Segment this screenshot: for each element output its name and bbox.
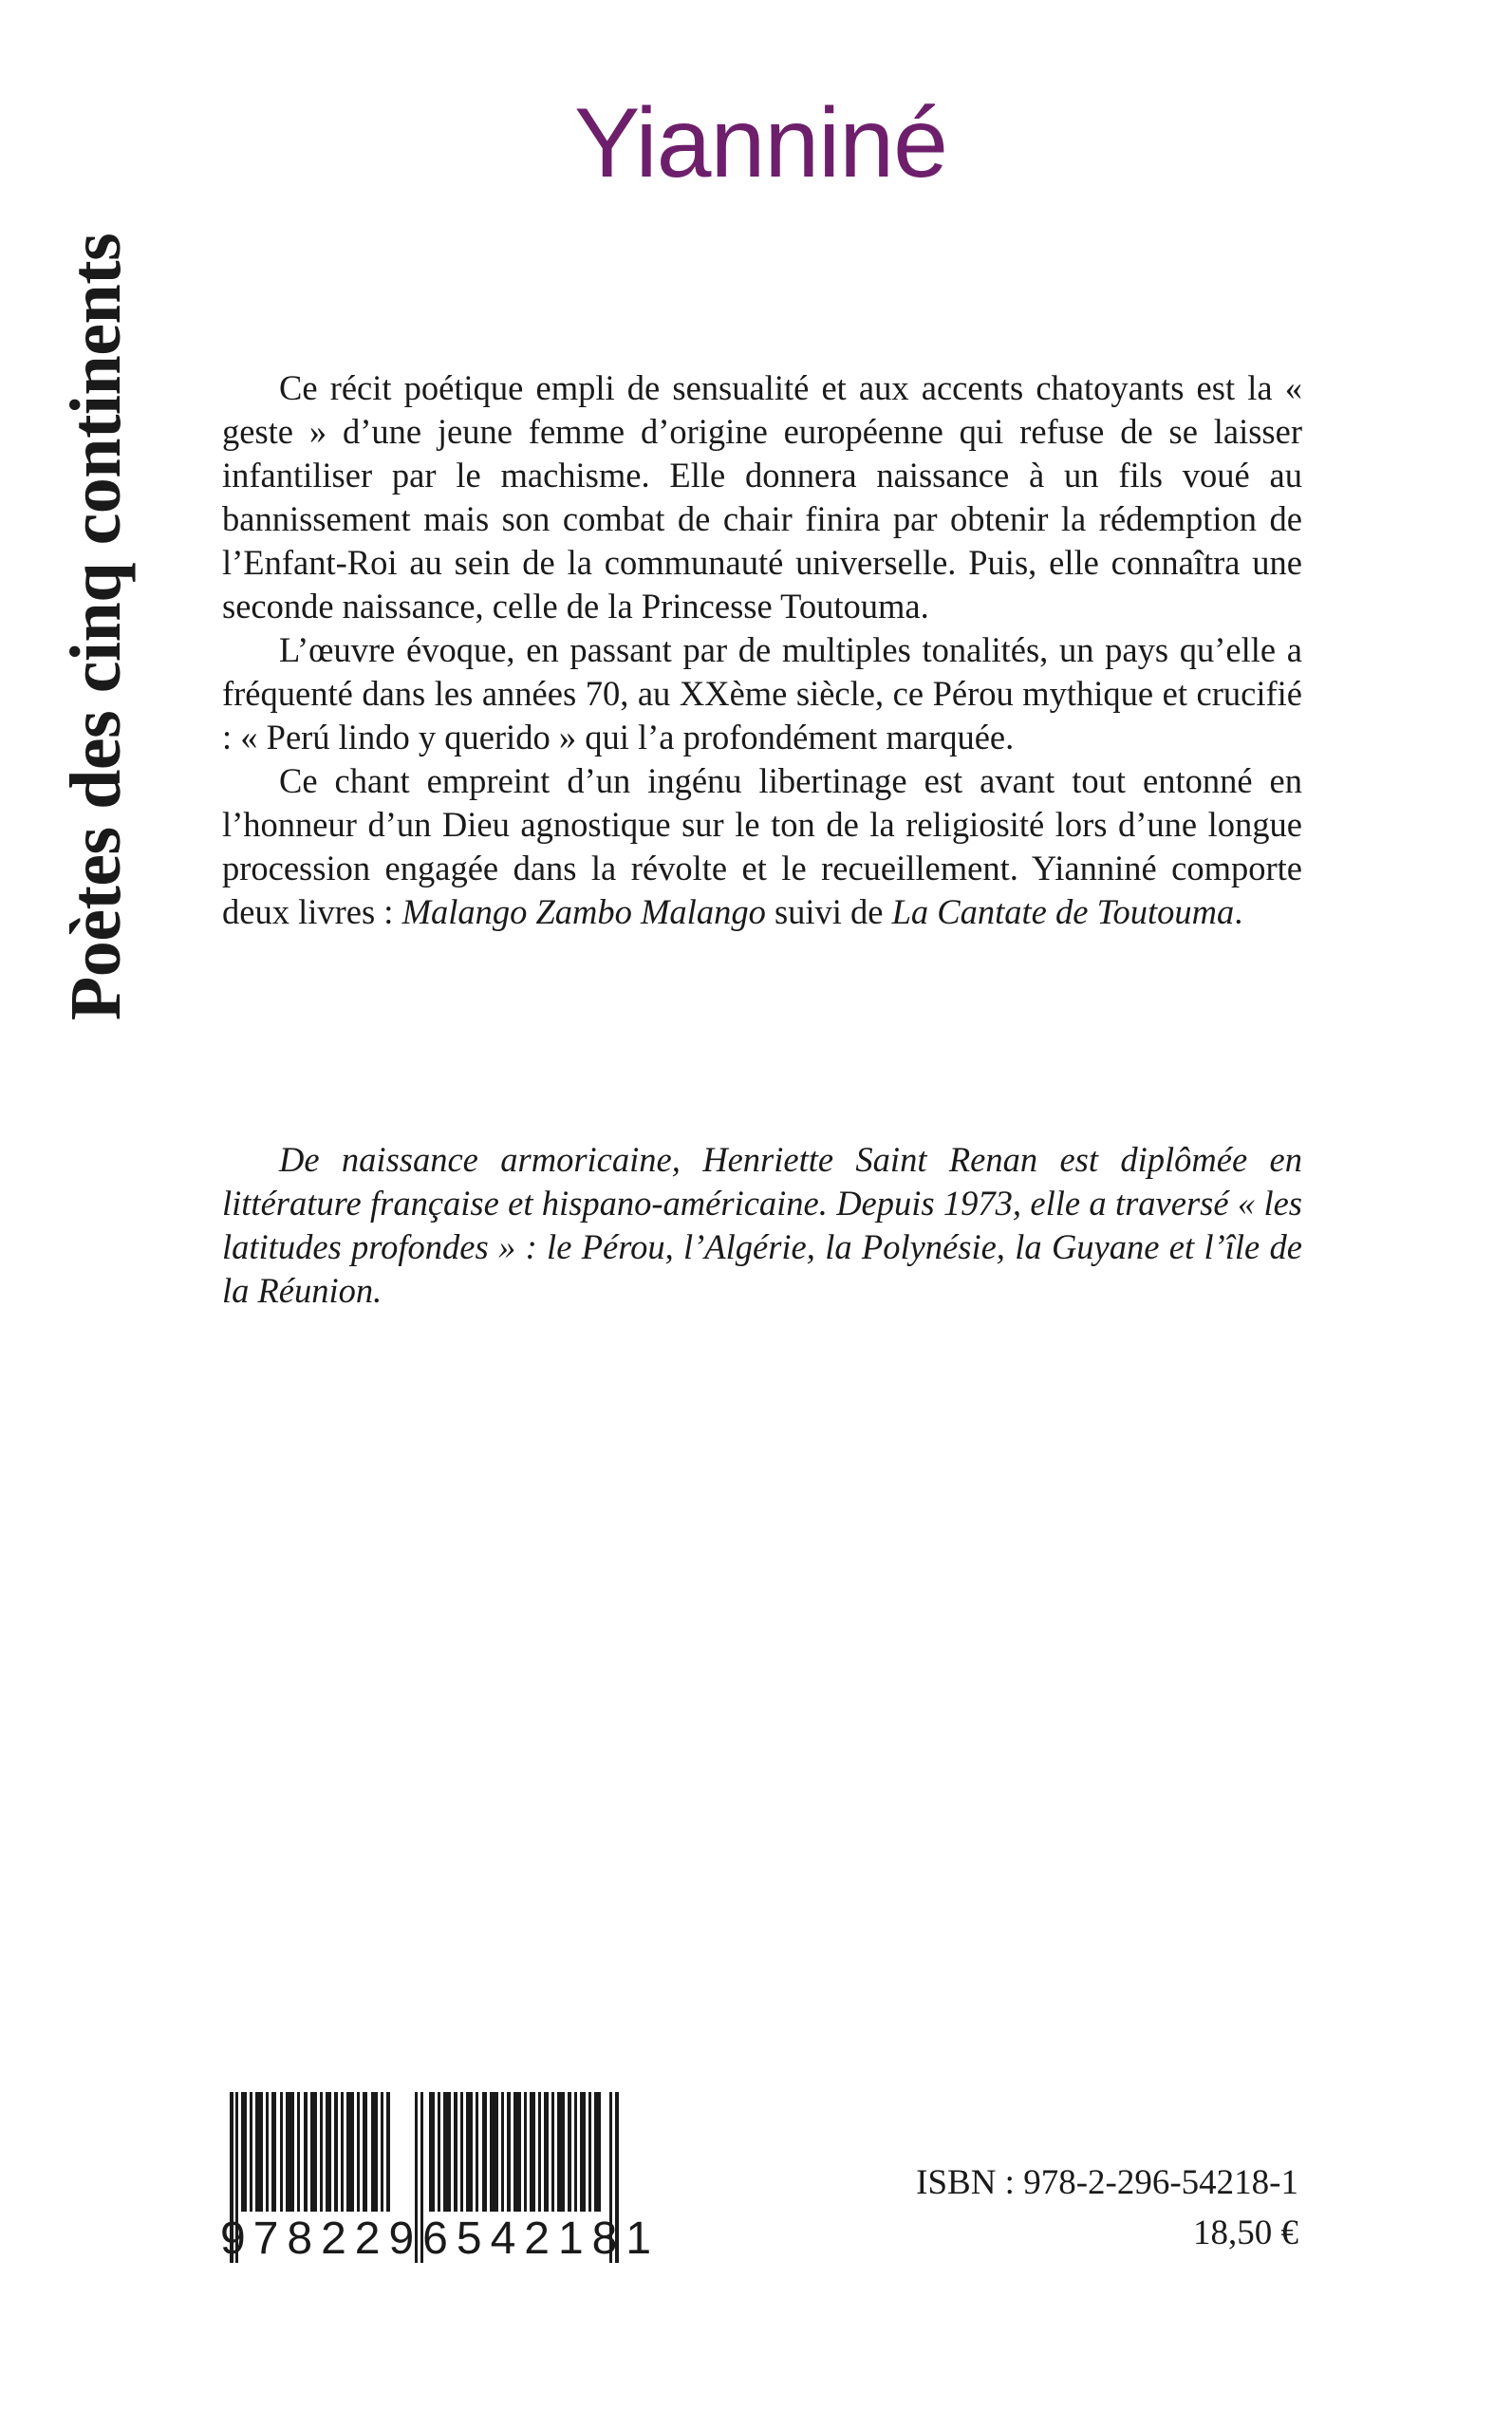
barcode-bar — [255, 2092, 263, 2212]
summary-paragraph: L’œuvre évoque, en passant par de multiples tonalités, un pays qu’elle a fréquenté dans les années 70, au XXème siècle, ce Pérou mythique et crucifié : « Perú lindo y querido » qui l’a profondément marquée. — [222, 630, 1302, 757]
barcode-bar — [482, 2092, 487, 2212]
book-one-title: Malango Zambo Malango — [401, 892, 766, 931]
summary-text-segment: Ce chant empreint d’un ingénu libertinage est avant tout entonné en l’honneur d’un Dieu agnostique sur le ton de la religiosité lors d’une longue procession engagée dans la révolte et le recueillement. Yianniné comporte deux livres : — [222, 761, 1302, 931]
barcode-bar — [454, 2092, 457, 2212]
barcode-bar — [513, 2092, 521, 2212]
barcode-bar — [241, 2092, 247, 2212]
barcode-bar — [551, 2092, 554, 2212]
barcode-bar — [250, 2092, 252, 2212]
barcode-bar — [588, 2092, 591, 2212]
author-bio — [222, 1138, 1302, 1313]
barcode-bar — [286, 2092, 294, 2212]
barcode-bar — [320, 2092, 323, 2212]
barcode-bar — [371, 2092, 378, 2212]
barcode-bar — [280, 2092, 283, 2212]
author-bio-paragraph: De naissance armoricaine, Henriette Saint Renan est diplômée en littérature française et hispano-américaine. Depuis 1973, elle a traversé « les latitudes profondes » : le Pérou, l’Algérie, la Polynésie, la Guyane et l’île de la Réunion. — [222, 1140, 1302, 1310]
barcode-bar — [476, 2092, 478, 2212]
barcode-bar — [501, 2092, 504, 2212]
barcode-bar — [466, 2092, 473, 2212]
summary-paragraph — [222, 759, 1302, 934]
barcode-bar — [438, 2092, 440, 2212]
barcode-bar — [580, 2092, 586, 2212]
book-two-title: La Cantate de Toutouma — [891, 892, 1235, 931]
barcode-digit-group-right: 542181 — [456, 2214, 661, 2264]
barcode-bar — [460, 2092, 463, 2212]
barcode-bar — [429, 2092, 435, 2212]
barcode-bar — [538, 2092, 541, 2212]
barcode-bar — [530, 2092, 535, 2212]
barcode-bar — [357, 2092, 360, 2212]
barcode-bar — [443, 2092, 451, 2212]
barcode-bar — [507, 2092, 511, 2212]
barcode-bar — [363, 2092, 367, 2212]
summary-text-segment: suivi de — [765, 892, 892, 931]
barcode-first-digit: 9 — [220, 2214, 246, 2264]
barcode-bar — [266, 2092, 269, 2212]
barcode-bar — [334, 2092, 338, 2212]
barcode-bar — [568, 2092, 571, 2212]
barcode-bar — [310, 2092, 317, 2212]
series-title — [56, 185, 137, 1068]
barcode-bar — [557, 2092, 565, 2212]
barcode-digits — [220, 2214, 661, 2264]
barcode-bar — [490, 2092, 498, 2212]
barcode-bar — [304, 2092, 308, 2212]
barcode-digit-group-left: 782296 — [252, 2214, 457, 2264]
barcode-bar — [346, 2092, 354, 2212]
barcode-bar — [594, 2092, 601, 2212]
barcode-bar — [574, 2092, 577, 2212]
summary-paragraph: Ce récit poétique empli de sensualité et aux accents chatoyants est la « geste » d’une jeune femme d’origine européenne qui refuse de se laisser infantiliser par le machisme. Elle donnera naissance à un fils voué au bannissement mais son combat de chair finira par obtenir la rédemption de l’Enfant-Roi au sein de la communauté universelle. Puis, elle connaîtra une seconde naissance, celle de la Princesse Toutouma. — [222, 368, 1302, 626]
barcode-bar — [341, 2092, 344, 2212]
series-title-text: Poètes des cinq continents — [56, 233, 137, 1020]
barcode-bar — [297, 2092, 300, 2212]
barcode-bar — [326, 2092, 331, 2212]
barcode-bar — [381, 2092, 383, 2212]
price: 18,50 € — [1193, 2214, 1298, 2252]
summary-text-segment: . — [1234, 892, 1243, 931]
book-title: Yianniné — [574, 88, 947, 198]
barcode-bar — [271, 2092, 276, 2212]
isbn: ISBN : 978-2-296-54218-1 — [916, 2163, 1298, 2202]
barcode-bar — [544, 2092, 549, 2212]
barcode-bar — [386, 2092, 390, 2212]
barcode-bar — [524, 2092, 527, 2212]
summary-text — [222, 366, 1302, 934]
